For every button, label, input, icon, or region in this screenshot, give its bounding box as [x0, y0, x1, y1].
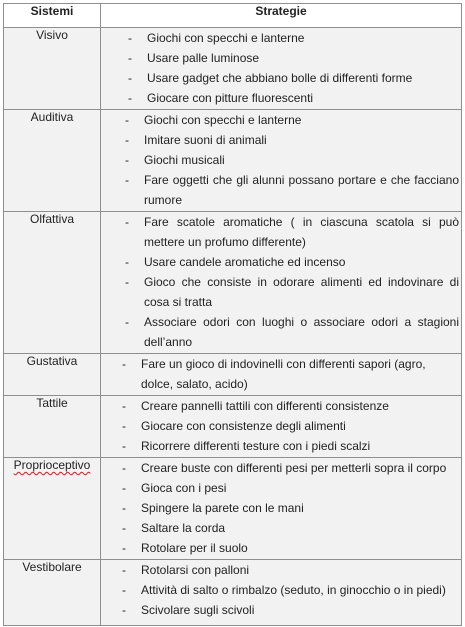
strategy-cell — [101, 458, 462, 560]
strategy-list — [101, 458, 461, 558]
strategies-table — [3, 3, 462, 626]
strategy-cell — [101, 28, 462, 110]
strategy-item: - Giochi musicali — [101, 150, 461, 170]
row-tattile — [4, 396, 462, 458]
strategy-item: - Fare oggetti che gli alunni possano portare e che facciano rumore — [101, 170, 461, 210]
row-visivo — [4, 28, 462, 110]
system-cell: Visivo — [4, 28, 101, 110]
strategy-item: - Usare gadget che abbiano bolle di differenti forme — [101, 68, 461, 88]
strategy-item: - Gioca con i pesi — [101, 478, 461, 498]
header-strategie: Strategie — [101, 4, 462, 28]
strategy-item: - Rotolarsi con palloni — [101, 560, 461, 580]
strategy-item: - Giocare con consistenze degli alimenti — [101, 416, 461, 436]
system-cell: Vestibolare — [4, 560, 101, 626]
strategy-item: - Giochi con specchi e lanterne — [101, 110, 461, 130]
strategy-item: - Creare pannelli tattili con differenti consistenze — [101, 396, 461, 416]
row-auditiva — [4, 110, 462, 212]
row-proprioceptivo — [4, 458, 462, 560]
strategy-list — [101, 212, 461, 352]
strategy-list — [101, 28, 461, 108]
strategy-item: - Attività di salto o rimbalzo (seduto, in ginocchio o in piedi) — [101, 580, 461, 600]
strategy-item: - Fare un gioco di indovinelli con differenti sapori (agro, dolce, salato, acido) — [101, 354, 461, 394]
strategy-cell — [101, 110, 462, 212]
strategy-cell — [101, 560, 462, 626]
strategy-item: - Fare scatole aromatiche ( in ciascuna scatola si può mettere un profumo differente) — [101, 212, 461, 252]
system-cell: Gustativa — [4, 354, 101, 396]
strategy-list — [101, 396, 461, 456]
row-olfattiva — [4, 212, 462, 354]
header-sistemi: Sistemi — [4, 4, 101, 28]
strategy-list — [101, 110, 461, 210]
strategy-item: - Usare candele aromatiche ed incenso — [101, 252, 461, 272]
strategy-item: - Imitare suoni di animali — [101, 130, 461, 150]
strategy-item: - Ricorrere differenti testure con i piedi scalzi — [101, 436, 461, 456]
strategy-item: - Saltare la corda — [101, 518, 461, 538]
strategy-item: - Scivolare sugli scivoli — [101, 600, 461, 620]
system-cell: Tattile — [4, 396, 101, 458]
strategy-item: - Usare palle luminose — [101, 48, 461, 68]
system-cell — [4, 458, 101, 560]
strategy-item: - Spingere la parete con le mani — [101, 498, 461, 518]
strategy-list — [101, 560, 461, 620]
strategy-item: - Associare odori con luoghi o associare odori a stagioni dell’anno — [101, 312, 461, 352]
strategy-item: - Creare buste con differenti pesi per metterli sopra il corpo — [101, 458, 461, 478]
strategy-item: - Giocare con pitture fluorescenti — [101, 88, 461, 108]
row-gustativa — [4, 354, 462, 396]
strategy-item: - Giochi con specchi e lanterne — [101, 28, 461, 48]
system-cell: Olfattiva — [4, 212, 101, 354]
header-row — [4, 4, 462, 28]
strategy-item: - Rotolare per il suolo — [101, 538, 461, 558]
strategy-cell — [101, 354, 462, 396]
strategy-list — [101, 354, 461, 394]
row-vestibolare — [4, 560, 462, 626]
system-cell: Auditiva — [4, 110, 101, 212]
strategy-cell — [101, 212, 462, 354]
strategy-item: - Gioco che consiste in odorare alimenti ed indovinare di cosa si tratta — [101, 272, 461, 312]
system-label-spellcheck: Proprioceptivo — [13, 458, 91, 472]
strategy-cell — [101, 396, 462, 458]
